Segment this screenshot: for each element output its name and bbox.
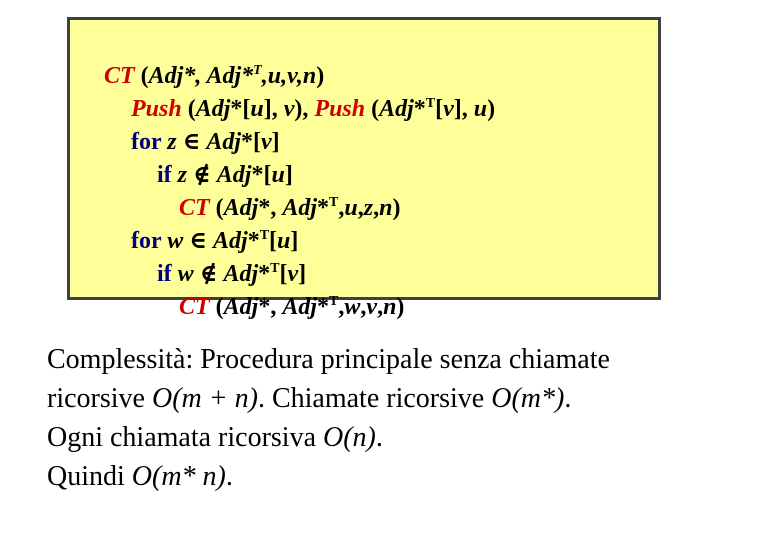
for-keyword: for [131, 129, 162, 155]
summary-line-3: Ogni chiamata ricorsiva O(n). [47, 422, 383, 453]
code-line-1: CT (Adj*, Adj*$^T$,u,v,n) [104, 63, 325, 89]
code-line-3: for z ∈ Adj*[v] [131, 129, 280, 155]
pseudocode-box [67, 17, 661, 320]
complexity-summary [47, 340, 767, 496]
summary-line-2: ricorsive O(m + n). Chiamate ricorsive O(m*). [47, 383, 572, 414]
code-line-2: Push (Adj*[u], v), Push (Adj*$^T$[v], u) [131, 96, 496, 122]
if-keyword: if [157, 261, 172, 287]
summary-line-1: Complessità: Procedura principale senza chiamate [47, 344, 610, 375]
procedure-call: CT [179, 294, 210, 320]
code-line-6: for w ∈ Adj*$^T$[u] [131, 228, 299, 254]
push-keyword: Push [131, 96, 182, 122]
code-line-5: CT (Adj*, Adj*$^T$,u,z,n) [179, 195, 401, 221]
code-line-4: if z ∉ Adj*[u] [157, 162, 293, 188]
procedure-name: CT [104, 63, 135, 89]
code-line-8: CT (Adj*, Adj*$^T$,w,v,n) [179, 294, 405, 320]
code-line-7: if w ∉ Adj*$^T$[v] [157, 261, 307, 287]
if-keyword: if [157, 162, 172, 188]
push-keyword: Push [314, 96, 366, 122]
for-keyword: for [131, 228, 162, 254]
summary-line-4: Quindi O(m* n). [47, 461, 233, 492]
procedure-call: CT [179, 195, 210, 221]
